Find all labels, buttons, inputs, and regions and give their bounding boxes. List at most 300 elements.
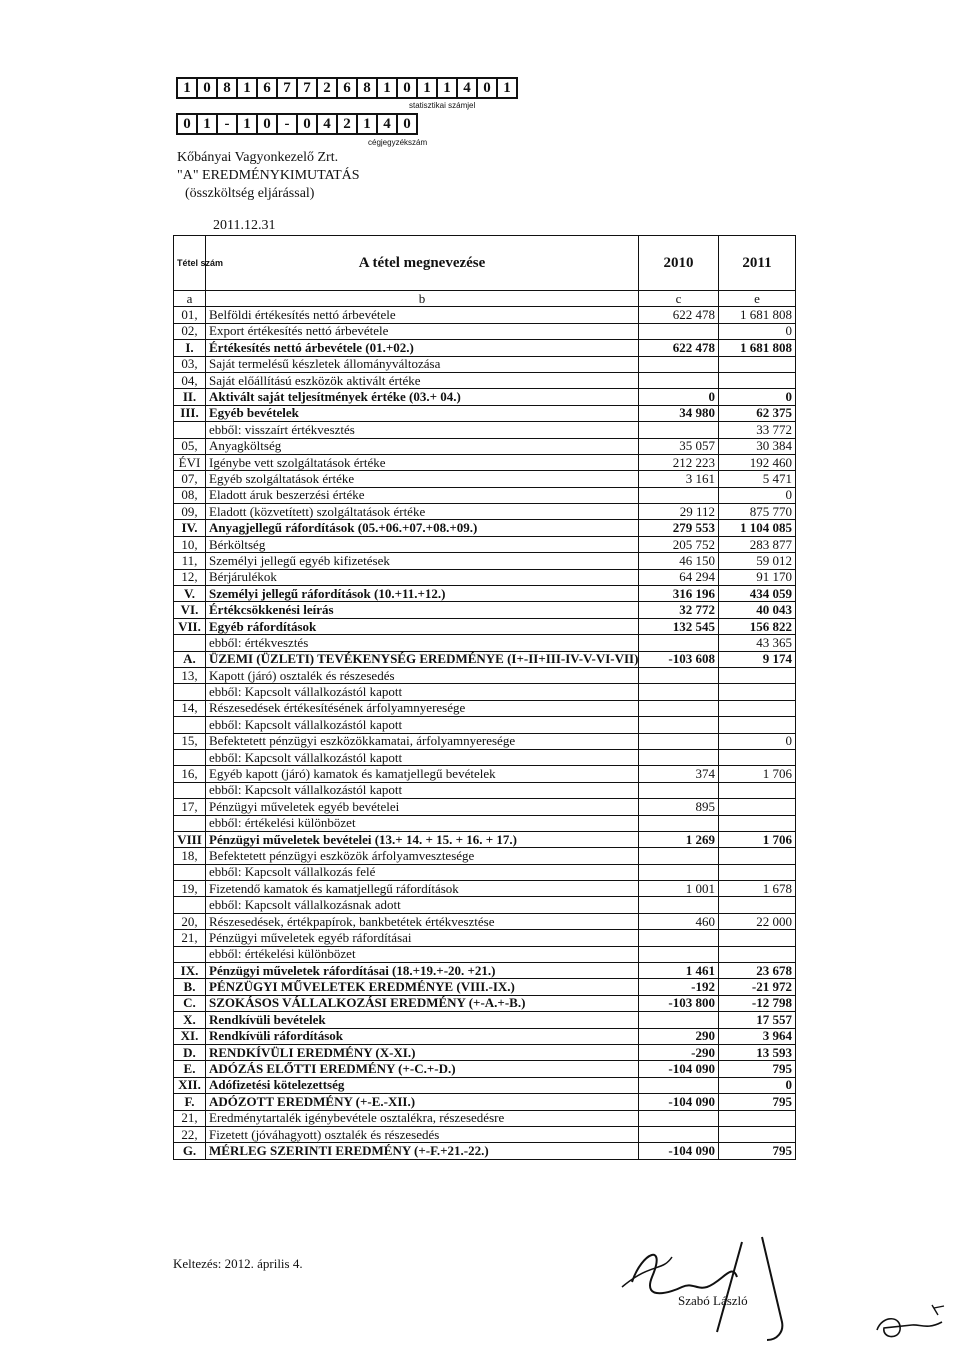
table-row: [174, 1012, 796, 1028]
item-name: ebből: Kapcsolt vállalkozástól kapott: [206, 717, 639, 733]
code-digit: 0: [396, 113, 418, 135]
value-2010: -104 090: [639, 1143, 719, 1159]
item-code: [174, 635, 206, 651]
item-code: IX.: [174, 963, 206, 979]
value-2011: [719, 372, 796, 388]
table-row: [174, 1094, 796, 1110]
table-row: [174, 569, 796, 585]
value-2010: 1 001: [639, 881, 719, 897]
item-code: V.: [174, 586, 206, 602]
item-code: [174, 946, 206, 962]
table-row: [174, 651, 796, 667]
table-row: [174, 389, 796, 405]
item-code: I.: [174, 340, 206, 356]
value-2011: [719, 848, 796, 864]
value-2011: 0: [719, 389, 796, 405]
table-row: [174, 356, 796, 372]
column-letter-e: e: [719, 291, 796, 307]
value-2011: 22 000: [719, 913, 796, 929]
firm-code-boxes: [176, 113, 416, 135]
item-code: 18,: [174, 848, 206, 864]
item-name: Fizetett (jóváhagyott) osztalék és részesedés: [206, 1126, 639, 1142]
item-code: 07,: [174, 471, 206, 487]
value-2011: [719, 897, 796, 913]
item-name: MÉRLEG SZERINTI EREDMÉNY (+-F.+21.-22.): [206, 1143, 639, 1159]
item-code: [174, 782, 206, 798]
value-2011: 23 678: [719, 963, 796, 979]
item-code: 15,: [174, 733, 206, 749]
item-name: Eredménytartalék igénybevétele osztalékra, részesedésre: [206, 1110, 639, 1126]
item-name: Adófizetési kötelezettség: [206, 1077, 639, 1093]
item-name: Pénzügyi műveletek egyéb ráfordításai: [206, 930, 639, 946]
item-name: ebből: visszaírt értékvesztés: [206, 422, 639, 438]
income-statement-table: [173, 235, 796, 1160]
item-code: 22,: [174, 1126, 206, 1142]
header-year-2011: 2011: [719, 236, 796, 291]
value-2011: 1 681 808: [719, 340, 796, 356]
code-digit: 2: [336, 113, 358, 135]
item-code: E.: [174, 1061, 206, 1077]
item-name: Értékesítés nettó árbevétele (01.+02.): [206, 340, 639, 356]
item-name: Pénzügyi műveletek bevételei (13.+ 14. + 15. + 16. + 17.): [206, 831, 639, 847]
value-2011: [719, 946, 796, 962]
value-2010: 290: [639, 1028, 719, 1044]
code-digit: 1: [196, 113, 218, 135]
item-code: IV.: [174, 520, 206, 536]
table-row: [174, 1028, 796, 1044]
report-date: 2011.12.31: [213, 218, 276, 233]
table-row: [174, 995, 796, 1011]
value-2010: [639, 930, 719, 946]
value-2011: 5 471: [719, 471, 796, 487]
item-code: 19,: [174, 881, 206, 897]
code-digit: 1: [376, 77, 398, 99]
item-name: ebből: értékelési különbözet: [206, 946, 639, 962]
item-name: Kapott (járó) osztalék és részesedés: [206, 667, 639, 683]
item-code: 04,: [174, 372, 206, 388]
code-digit: 1: [236, 77, 258, 99]
table-row: [174, 422, 796, 438]
table-row: [174, 454, 796, 470]
value-2010: 132 545: [639, 618, 719, 634]
value-2010: 1 269: [639, 831, 719, 847]
item-code: VII.: [174, 618, 206, 634]
item-code: [174, 717, 206, 733]
item-code: F.: [174, 1094, 206, 1110]
table-row: [174, 897, 796, 913]
value-2011: [719, 717, 796, 733]
item-code: VI.: [174, 602, 206, 618]
value-2010: 32 772: [639, 602, 719, 618]
table-row: [174, 553, 796, 569]
value-2010: [639, 700, 719, 716]
code-digit: 0: [256, 113, 278, 135]
code-digit: 2: [316, 77, 338, 99]
firm-code-label: cégjegyzékszám: [368, 138, 428, 147]
code-digit: 4: [316, 113, 338, 135]
table-row: [174, 979, 796, 995]
code-digit: 4: [456, 77, 478, 99]
item-code: B.: [174, 979, 206, 995]
item-name: ADÓZOTT EREDMÉNY (+-E.-XII.): [206, 1094, 639, 1110]
value-2011: 0: [719, 323, 796, 339]
code-digit: 6: [336, 77, 358, 99]
table-row: [174, 667, 796, 683]
table-header: [174, 236, 796, 291]
value-2011: 1 681 808: [719, 307, 796, 323]
item-code: 09,: [174, 504, 206, 520]
value-2011: 33 772: [719, 422, 796, 438]
value-2010: 212 223: [639, 454, 719, 470]
value-2010: 622 478: [639, 307, 719, 323]
item-name: Befektetett pénzügyi eszközök árfolyamvesztesége: [206, 848, 639, 864]
item-name: Igénybe vett szolgáltatások értéke: [206, 454, 639, 470]
table-row: [174, 471, 796, 487]
value-2011: 0: [719, 1077, 796, 1093]
table-row: [174, 1061, 796, 1077]
table-row: [174, 815, 796, 831]
code-digit: 7: [296, 77, 318, 99]
value-2011: [719, 1110, 796, 1126]
value-2011: [719, 782, 796, 798]
item-code: D.: [174, 1044, 206, 1060]
value-2011: [719, 684, 796, 700]
table-row: [174, 717, 796, 733]
item-name: Egyéb kapott (járó) kamatok és kamatjellegű bevételek: [206, 766, 639, 782]
item-code: 13,: [174, 667, 206, 683]
table-row: [174, 946, 796, 962]
table-row: [174, 799, 796, 815]
table-row: [174, 372, 796, 388]
item-code: C.: [174, 995, 206, 1011]
item-code: 17,: [174, 799, 206, 815]
item-name: ebből: értékelési különbözet: [206, 815, 639, 831]
value-2011: 91 170: [719, 569, 796, 585]
item-name: Export értékesítés nettó árbevétele: [206, 323, 639, 339]
value-2010: 64 294: [639, 569, 719, 585]
value-2010: [639, 1077, 719, 1093]
value-2011: 59 012: [719, 553, 796, 569]
value-2011: 795: [719, 1094, 796, 1110]
table-row: [174, 1044, 796, 1060]
report-subtitle: (összköltség eljárással): [185, 186, 315, 201]
value-2011: [719, 356, 796, 372]
item-name: Aktivált saját teljesítmények értéke (03.+ 04.): [206, 389, 639, 405]
value-2011: -12 798: [719, 995, 796, 1011]
item-name: ebből: Kapcsolt vállalkozástól kapott: [206, 782, 639, 798]
code-digit: 0: [196, 77, 218, 99]
value-2011: 1 706: [719, 831, 796, 847]
item-name: ebből: értékvesztés: [206, 635, 639, 651]
initials-mark: [872, 1300, 952, 1345]
value-2011: 17 557: [719, 1012, 796, 1028]
value-2011: 156 822: [719, 618, 796, 634]
value-2011: 875 770: [719, 504, 796, 520]
value-2011: -21 972: [719, 979, 796, 995]
column-letter-a: a: [174, 291, 206, 307]
value-2011: 43 365: [719, 635, 796, 651]
item-name: Egyéb szolgáltatások értéke: [206, 471, 639, 487]
item-code: III.: [174, 405, 206, 421]
value-2011: [719, 1126, 796, 1142]
item-code: 21,: [174, 1110, 206, 1126]
code-digit: 0: [296, 113, 318, 135]
table-row: [174, 864, 796, 880]
item-code: [174, 749, 206, 765]
value-2010: 279 553: [639, 520, 719, 536]
value-2011: 795: [719, 1143, 796, 1159]
value-2011: [719, 799, 796, 815]
item-code: 05,: [174, 438, 206, 454]
table-row: [174, 733, 796, 749]
value-2010: 29 112: [639, 504, 719, 520]
value-2010: 895: [639, 799, 719, 815]
stat-code-label: statisztikai számjel: [409, 101, 476, 110]
code-digit: 1: [236, 113, 258, 135]
value-2010: -103 800: [639, 995, 719, 1011]
table-row: [174, 930, 796, 946]
item-code: 12,: [174, 569, 206, 585]
item-code: [174, 684, 206, 700]
item-name: Részesedések értékesítésének árfolyamnyeresége: [206, 700, 639, 716]
value-2010: [639, 815, 719, 831]
footer-date: Keltezés: 2012. április 4.: [173, 1256, 303, 1271]
item-code: 20,: [174, 913, 206, 929]
code-digit: 8: [356, 77, 378, 99]
item-code: A.: [174, 651, 206, 667]
table-row: [174, 520, 796, 536]
item-name: PÉNZÜGYI MŰVELETEK EREDMÉNYE (VIII.-IX.): [206, 979, 639, 995]
code-digit: 1: [496, 77, 518, 99]
code-digit: 4: [376, 113, 398, 135]
item-name: ADÓZÁS ELŐTTI EREDMÉNY (+-C.+-D.): [206, 1061, 639, 1077]
table-row: [174, 782, 796, 798]
code-digit: -: [276, 113, 298, 135]
code-digit: 0: [476, 77, 498, 99]
item-code: X.: [174, 1012, 206, 1028]
value-2011: 62 375: [719, 405, 796, 421]
item-name: Értékcsökkenési leírás: [206, 602, 639, 618]
item-name: Belföldi értékesítés nettó árbevétele: [206, 307, 639, 323]
value-2010: [639, 422, 719, 438]
value-2011: 9 174: [719, 651, 796, 667]
report-title: "A" EREDMÉNYKIMUTATÁS: [177, 168, 360, 183]
item-code: [174, 897, 206, 913]
value-2011: [719, 667, 796, 683]
table-row: [174, 618, 796, 634]
value-2011: 30 384: [719, 438, 796, 454]
table-row: [174, 1077, 796, 1093]
value-2010: -104 090: [639, 1061, 719, 1077]
company-name: Kőbányai Vagyonkezelő Zrt.: [177, 150, 339, 165]
code-digit: 6: [256, 77, 278, 99]
item-code: VIII: [174, 831, 206, 847]
item-name: ebből: Kapcsolt vállalkozás felé: [206, 864, 639, 880]
item-code: 03,: [174, 356, 206, 372]
column-letter-c: c: [639, 291, 719, 307]
item-name: Befektetett pénzügyi eszközökkamatai, árfolyamnyeresége: [206, 733, 639, 749]
item-name: Rendkívüli bevételek: [206, 1012, 639, 1028]
value-2010: [639, 897, 719, 913]
value-2011: [719, 749, 796, 765]
value-2010: 34 980: [639, 405, 719, 421]
table-row: [174, 323, 796, 339]
value-2010: [639, 946, 719, 962]
value-2011: 1 104 085: [719, 520, 796, 536]
value-2011: 795: [719, 1061, 796, 1077]
item-name: Bérköltség: [206, 536, 639, 552]
value-2011: 283 877: [719, 536, 796, 552]
header-item-name: A tétel megnevezése: [206, 236, 639, 291]
item-name: ebből: Kapcsolt vállalkozástól kapott: [206, 684, 639, 700]
value-2010: 316 196: [639, 586, 719, 602]
value-2010: [639, 323, 719, 339]
value-2010: 205 752: [639, 536, 719, 552]
item-code: 10,: [174, 536, 206, 552]
item-name: Rendkívüli ráfordítások: [206, 1028, 639, 1044]
table-row: [174, 831, 796, 847]
table-row: [174, 405, 796, 421]
item-name: Részesedések, értékpapírok, bankbetétek értékvesztése: [206, 913, 639, 929]
value-2011: [719, 815, 796, 831]
item-code: XI.: [174, 1028, 206, 1044]
item-name: Eladott áruk beszerzési értéke: [206, 487, 639, 503]
table-row: [174, 602, 796, 618]
item-name: Saját termelésű készletek állományváltozása: [206, 356, 639, 372]
value-2011: 434 059: [719, 586, 796, 602]
signature: [612, 1232, 812, 1342]
stat-code-boxes: [176, 77, 516, 99]
value-2011: 1 706: [719, 766, 796, 782]
value-2010: 622 478: [639, 340, 719, 356]
value-2010: 460: [639, 913, 719, 929]
value-2010: 3 161: [639, 471, 719, 487]
value-2010: -104 090: [639, 1094, 719, 1110]
value-2010: [639, 1126, 719, 1142]
item-name: Egyéb ráfordítások: [206, 618, 639, 634]
value-2010: 46 150: [639, 553, 719, 569]
code-digit: 1: [356, 113, 378, 135]
item-name: Személyi jellegű egyéb kifizetések: [206, 553, 639, 569]
item-name: Anyagjellegű ráfordítások (05.+06.+07.+08.+09.): [206, 520, 639, 536]
item-name: ebből: Kapcsolt vállalkozástól kapott: [206, 749, 639, 765]
item-name: RENDKÍVÜLI EREDMÉNY (X-XI.): [206, 1044, 639, 1060]
value-2010: [639, 1012, 719, 1028]
item-name: Bérjárulékok: [206, 569, 639, 585]
item-name: Pénzügyi műveletek ráfordításai (18.+19.+-20. +21.): [206, 963, 639, 979]
table-row: [174, 504, 796, 520]
table-row: [174, 913, 796, 929]
value-2010: [639, 733, 719, 749]
value-2010: 0: [639, 389, 719, 405]
item-name: Egyéb bevételek: [206, 405, 639, 421]
value-2010: [639, 749, 719, 765]
item-code: XII.: [174, 1077, 206, 1093]
item-name: Saját előállítású eszközök aktivált értéke: [206, 372, 639, 388]
item-name: Pénzügyi műveletek egyéb bevételei: [206, 799, 639, 815]
item-code: 16,: [174, 766, 206, 782]
value-2011: [719, 700, 796, 716]
value-2010: [639, 635, 719, 651]
value-2011: 192 460: [719, 454, 796, 470]
code-digit: 8: [216, 77, 238, 99]
value-2011: 3 964: [719, 1028, 796, 1044]
value-2010: 374: [639, 766, 719, 782]
table-row: [174, 1110, 796, 1126]
item-code: 01,: [174, 307, 206, 323]
table-row: [174, 438, 796, 454]
code-digit: -: [216, 113, 238, 135]
table-row: [174, 1126, 796, 1142]
item-name: ebből: Kapcsolt vállalkozásnak adott: [206, 897, 639, 913]
value-2011: 1 678: [719, 881, 796, 897]
table-row: [174, 536, 796, 552]
value-2011: 0: [719, 487, 796, 503]
item-code: 14,: [174, 700, 206, 716]
table-row: [174, 307, 796, 323]
value-2010: [639, 782, 719, 798]
column-letters-row: [174, 291, 796, 307]
value-2010: [639, 667, 719, 683]
table-row: [174, 487, 796, 503]
code-digit: 0: [396, 77, 418, 99]
value-2010: [639, 356, 719, 372]
item-code: [174, 422, 206, 438]
item-code: 08,: [174, 487, 206, 503]
value-2010: -103 608: [639, 651, 719, 667]
value-2010: [639, 848, 719, 864]
code-digit: 1: [176, 77, 198, 99]
value-2010: 35 057: [639, 438, 719, 454]
table-row: [174, 340, 796, 356]
value-2010: [639, 1110, 719, 1126]
value-2011: 13 593: [719, 1044, 796, 1060]
item-code: 11,: [174, 553, 206, 569]
table-row: [174, 586, 796, 602]
item-code: G.: [174, 1143, 206, 1159]
column-letter-b: b: [206, 291, 639, 307]
value-2010: [639, 717, 719, 733]
value-2010: [639, 864, 719, 880]
item-name: SZOKÁSOS VÁLLALKOZÁSI EREDMÉNY (+-A.+-B.): [206, 995, 639, 1011]
value-2011: 40 043: [719, 602, 796, 618]
item-name: ÜZEMI (ÜZLETI) TEVÉKENYSÉG EREDMÉNYE (I+-II+III-IV-V-VI-VII): [206, 651, 639, 667]
table-row: [174, 635, 796, 651]
item-code: 02,: [174, 323, 206, 339]
value-2011: [719, 930, 796, 946]
code-digit: 0: [176, 113, 198, 135]
value-2010: [639, 372, 719, 388]
header-item-number: Tétel szám: [174, 236, 206, 291]
code-digit: 1: [416, 77, 438, 99]
table-row: [174, 700, 796, 716]
value-2010: 1 461: [639, 963, 719, 979]
item-code: II.: [174, 389, 206, 405]
value-2010: -290: [639, 1044, 719, 1060]
item-name: Személyi jellegű ráfordítások (10.+11.+12.): [206, 586, 639, 602]
item-name: Anyagköltség: [206, 438, 639, 454]
table-row: [174, 1143, 796, 1159]
code-digit: 1: [436, 77, 458, 99]
value-2010: [639, 487, 719, 503]
item-code: ÉVI: [174, 454, 206, 470]
table-row: [174, 881, 796, 897]
table-row: [174, 684, 796, 700]
header-year-2010: 2010: [639, 236, 719, 291]
table-row: [174, 848, 796, 864]
value-2011: [719, 864, 796, 880]
table-row: [174, 766, 796, 782]
